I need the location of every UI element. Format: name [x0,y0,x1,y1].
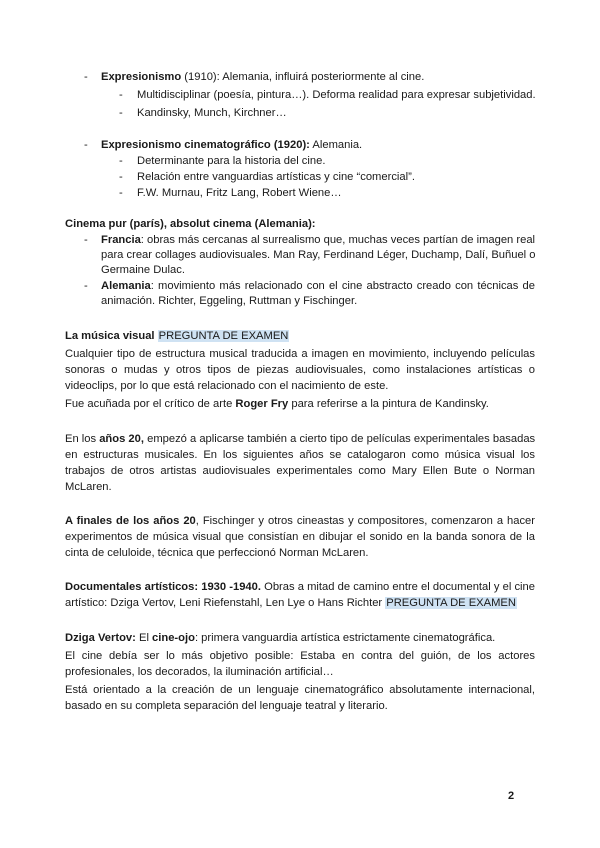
roger-fry: Roger Fry [235,398,289,410]
anos-20-line-1: En los años 20, empezó a aplicarse también a cierto tipo de películas experimentales basadas [65,433,536,445]
musica-visual-p1-line-2: sonoras o mudas y otros tipos de piezas audiovisuales, como instalaciones artísticas o [65,364,535,376]
expresionismo-cine-text: Alemania. [309,139,363,151]
vertov-p3-line-2: basado en su completa separación del lenguaje teatral y literario. [65,700,388,712]
expresionismo-line [101,70,424,85]
expresionismo-cine-sub-3: F.W. Murnau, Fritz Lang, Robert Wiene… [137,187,342,199]
expresionismo-cine-sub-2: Relación entre vanguardias artísticas y cine “comercial”. [137,171,415,183]
sub-bullet-dash: - [119,89,123,101]
documentales-line-2: artístico: Dziga Vertov, Leni Riefenstahl, Len Lye o Hans Richter PREGUNTA DE EXAMEN [65,597,516,609]
alemania-line-2: animación. Richter, Eggeling, Ruttman y Fischinger. [101,295,358,307]
sub-bullet-dash: - [119,107,123,119]
exam-tag-highlight: PREGUNTA DE EXAMEN [386,597,516,609]
documentales-line-1: Documentales artísticos: 1930 -1940. Obras a mitad de camino entre el documental y el cine [65,581,535,593]
bullet-dash: - [84,71,88,83]
alemania-line-1: Alemania: movimiento más relacionado con el cine abstracto creado con técnicas de [101,280,535,292]
francia-label: Francia [101,234,141,246]
vertov-p2-line-1: El cine debía ser lo más objetivo posible: Estaba en contra del guión, de los actores [65,650,535,662]
bullet-dash: - [84,139,88,151]
sub-bullet-dash: - [119,171,123,183]
expresionismo-cine-line [101,138,362,153]
sub-bullet-dash: - [119,155,123,167]
expresionismo-title: Expresionismo [101,71,182,83]
francia-line-3: Germaine Dulac. [101,264,185,276]
expresionismo-cine-sub-1: Determinante para la historia del cine. [137,155,326,167]
francia-line-2: para crear collages audiovisuales. Man Ray, Ferdinand Léger, Duchamp, Dalí, Buñuel o [101,249,536,261]
expresionismo-cine-title: Expresionismo cinematográfico (1920): [101,139,310,151]
expresionismo-sub-2: Kandinsky, Munch, Kirchner… [137,107,287,119]
anos-20-line-2: en estructuras musicales. En los siguientes años se catalogaron como música visual los [65,449,535,461]
vertov-p3-line-1: Está orientado a la creación de un lenguaje cinematográfico absolutamente internacional, [65,684,535,696]
finales-20-line-3: cinta de celuloide, técnica que perfeccionó Norman McLaren. [65,547,369,559]
expresionismo-sub-1: Multidisciplinar (poesía, pintura…). Deforma realidad para expresar subjetividad. [137,89,536,101]
finales-20-line-1: A finales de los años 20, Fischinger y otros cineastas y compositores, comenzaron a hacer [65,515,535,527]
anos-20-line-3: trabajos de otros artistas audiovisuales experimentales como Mary Ellen Bute o Norman [65,465,535,477]
bullet-dash: - [84,234,88,246]
expresionismo-text: (1910): Alemania, influirá posteriormente al cine. [181,71,425,83]
musica-visual-p1-line-3: videoclips, por lo que está relacionado con el nacimiento de este. [65,380,389,392]
vertov-heading-line: Dziga Vertov: El cine-ojo: primera vanguardia artística estrictamente cinematográfica. [65,632,496,644]
francia-line-1: Francia: obras más cercanas al surrealismo que, muchas veces partían de imagen real [101,234,536,246]
vertov-p2-line-2: profesionales, los decorados, la iluminación artificial… [65,666,334,678]
musica-visual-p2: Fue acuñada por el crítico de arte Roger Fry para referirse a la pintura de Kandinsky. [65,398,489,410]
exam-tag-highlight: PREGUNTA DE EXAMEN [158,330,289,342]
anos-20-line-4: McLaren. [65,481,112,493]
bullet-dash: - [84,280,88,292]
alemania-label: Alemania [101,280,151,292]
finales-20-line-2: experimentos de música visual que consistían en dibujar el sonido en la banda sonora de la [65,531,535,543]
cinema-pur-heading: Cinema pur (parís), absolut cinema (Alemania): [65,218,316,230]
sub-bullet-dash: - [119,187,123,199]
musica-visual-heading-line [65,329,289,344]
musica-visual-p1-line-1: Cualquier tipo de estructura musical traducida a imagen en movimiento, incluyendo películas [65,348,535,360]
page-number: 2 [508,790,515,802]
musica-visual-heading: La música visual [65,330,155,342]
